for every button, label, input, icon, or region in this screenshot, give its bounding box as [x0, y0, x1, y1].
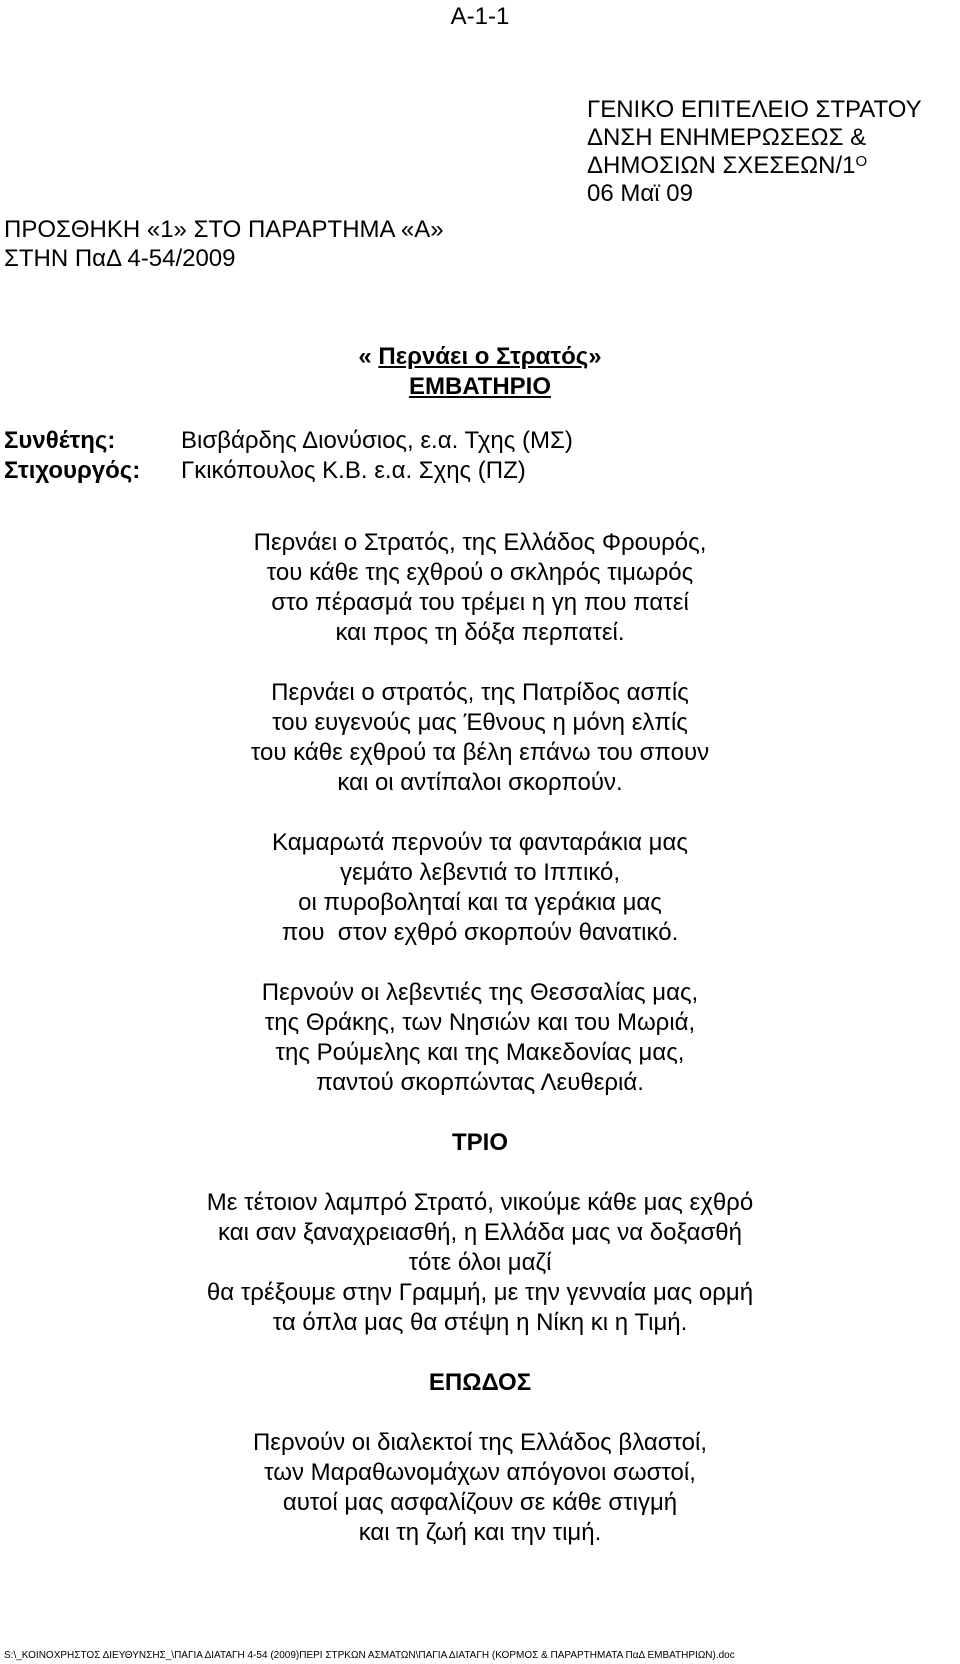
verse-line: τα όπλα μας θα στέψη η Νίκη κι η Τιμή. — [272, 1309, 688, 1336]
file-path-footer: S:\_ΚΟΙΝΟΧΡΗΣΤΟΣ ΔΙΕΥΘΥΝΣΗΣ_\ΠΑΓΙΑ ΔΙΑΤΑΓΗ 4-54 (2009)ΠΕΡΙ ΣΤΡΚΩΝ ΑΣΜΑΤΩΝ\ΠΑΓΙΑ ΔΙΑΤΑΓΗ (ΚΟΡΜΟΣ & ΠΑΡΑΡΤΗΜΑΤΑ ΠαΔ ΕΜΒΑΤΗΡΙΩΝ).doc — [4, 1650, 735, 1661]
verse-line: Με τέτοιον λαμπρό Στρατό, νικούμε κάθε μας εχθρό — [206, 1189, 754, 1216]
song-title — [0, 342, 960, 372]
stanza — [0, 978, 960, 1098]
composer-row — [4, 426, 573, 456]
verse-line: του ευγενούς μας Έθνους η μόνη ελπίς — [272, 709, 688, 736]
annex-line: ΣΤΗΝ ΠαΔ 4-54/2009 — [4, 245, 236, 272]
page-number: A-1-1 — [450, 3, 510, 30]
verse-line: Περνούν οι διαλεκτοί της Ελλάδος βλαστοί, — [252, 1429, 708, 1456]
verse-line: οι πυροβοληταί και τα γεράκια μας — [298, 889, 662, 916]
verse-line: και οι αντίπαλοι σκορπούν. — [337, 769, 623, 796]
authority-line: ΓΕΝΙΚΟ ΕΠΙΤΕΛΕΙΟ ΣΤΡΑΤΟΥ — [587, 96, 922, 123]
annex-line: ΠΡΟΣΘΗΚΗ «1» ΣΤΟ ΠΑΡΑΡΤΗΜΑ «Α» — [4, 216, 444, 243]
office-superscript: Ο — [855, 153, 868, 170]
composer-label: Συνθέτης: — [4, 427, 116, 454]
verse-line: Περνάει ο στρατός, της Πατρίδος ασπίς — [271, 679, 689, 706]
verse-line: τότε όλοι μαζί — [408, 1249, 552, 1276]
verse-line: του κάθε της εχθρού ο σκληρός τιμωρός — [266, 559, 694, 586]
verse-line: των Μαραθωνομάχων απόγονοι σωστοί, — [264, 1459, 696, 1486]
title-close-quote: » — [588, 343, 602, 370]
stanza — [0, 528, 960, 648]
song-subtitle: ΕΜΒΑΤΗΡΙΟ — [408, 373, 551, 400]
verse-line: θα τρέξουμε στην Γραμμή, με την γενναία μας ορμή — [206, 1279, 754, 1306]
verse-line: στο πέρασμά του τρέμει η γη που πατεί — [271, 589, 689, 616]
verse-line: που στον εχθρό σκορπούν θανατικό. — [281, 919, 679, 946]
trio-stanza — [0, 1188, 960, 1338]
authority-line: ΔΝΣΗ ΕΝΗΜΕΡΩΣΕΩΣ & — [587, 124, 867, 151]
office-name: ΔΗΜΟΣΙΩΝ ΣΧΕΣΕΩΝ/1 — [587, 152, 856, 179]
song-title-block — [0, 342, 960, 402]
epode-heading-text: ΕΠΩΔΟΣ — [428, 1369, 532, 1396]
verse-line: αυτοί μας ασφαλίζουν σε κάθε στιγμή — [282, 1489, 678, 1516]
office-line — [587, 152, 922, 180]
credits-block — [4, 426, 573, 486]
lyrics-body — [0, 528, 960, 1578]
verse-line: της Ρούμελης και της Μακεδονίας μας, — [275, 1039, 685, 1066]
document-date: 06 Μαϊ 09 — [587, 180, 693, 207]
verse-line: του κάθε εχθρού τα βέλη επάνω του σπουν — [250, 739, 710, 766]
stanza — [0, 828, 960, 948]
lyricist-name: Γκικόπουλος Κ.Β. ε.α. Σχης (ΠΖ) — [181, 457, 526, 484]
lyricist-row — [4, 456, 573, 486]
song-title-text: Περνάει ο Στρατός — [378, 343, 589, 370]
annex-reference — [4, 215, 444, 273]
epode-stanza — [0, 1428, 960, 1548]
verse-line: και προς τη δόξα περπατεί. — [335, 619, 625, 646]
verse-line: της Θράκης, των Νησιών και του Μωριά, — [264, 1009, 696, 1036]
verse-line: και τη ζωή και την τιμή. — [358, 1519, 602, 1546]
title-open-quote: « — [358, 343, 379, 370]
epode-heading — [0, 1368, 960, 1398]
verse-line: Περνούν οι λεβεντιές της Θεσσαλίας μας, — [261, 979, 699, 1006]
lyricist-label: Στιχουργός: — [4, 457, 141, 484]
verse-line: Περνάει ο Στρατός, της Ελλάδος Φρουρός, — [253, 529, 707, 556]
composer-name: Βισβάρδης Διονύσιος, ε.α. Τχης (ΜΣ) — [181, 427, 573, 454]
verse-line: γεμάτο λεβεντιά το Ιππικό, — [339, 859, 621, 886]
verse-line: και σαν ξαναχρειασθή, η Ελλάδα μας να δοξασθή — [218, 1219, 742, 1246]
trio-heading: ΤΡΙΟ — [451, 1129, 508, 1156]
issuing-authority-block — [587, 96, 922, 208]
stanza — [0, 678, 960, 798]
verse-line: Καμαρωτά περνούν τα φανταράκια μας — [272, 829, 688, 856]
verse-line: παντού σκορπώντας Λευθεριά. — [316, 1069, 644, 1096]
